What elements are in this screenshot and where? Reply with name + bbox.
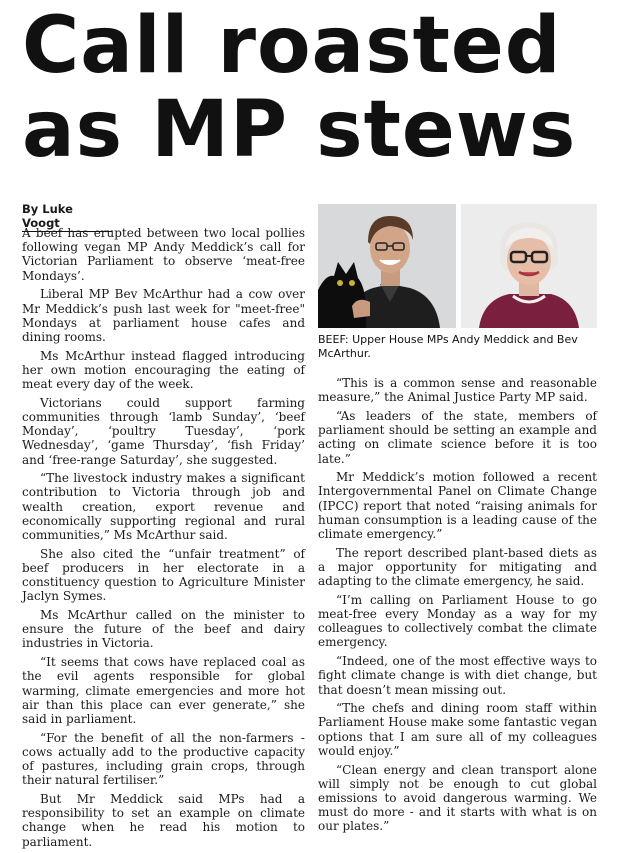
photo-bev-mcarthur <box>461 204 597 328</box>
paragraph: “I’m calling on Parliament House to go meat-free every Monday as a way for my colleagues to collectively combat the climate emergency. <box>318 592 597 650</box>
headline-line-1: Call roasted <box>22 1 562 91</box>
paragraph: Victorians could support farming communities through ‘lamb Sunday’, ‘beef Monday’, ‘poultry Tuesday’, ‘pork Wednesday’, ‘game Thursday’, ‘fish Friday’ and ‘free-range Saturday’, she suggested. <box>22 395 305 467</box>
photo-pair <box>318 204 597 328</box>
paragraph: “For the benefit of all the non-farmers - cows actually add to the productive capacity of pastures, including grain crops, through their natural fertiliser.” <box>22 730 305 788</box>
paragraph: She also cited the “unfair treatment” of beef producers in her electorate in a constituency question to Agriculture Minister Jaclyn Symes. <box>22 546 305 604</box>
paragraph: “It seems that cows have replaced coal as the evil agents responsible for global warming, climate emergencies and more hot air than this place can ever generate,” she said in parliament. <box>22 655 305 726</box>
portrait-man-with-cat-image <box>318 204 456 328</box>
photo-caption: BEEF: Upper House MPs Andy Meddick and Bev McArthur. <box>318 333 578 360</box>
paragraph: Ms McArthur called on the minister to ensure the future of the beef and dairy industries in Victoria. <box>22 608 305 651</box>
paragraph: “As leaders of the state, members of parliament should be setting an example and acting on climate science before it is too late.” <box>318 408 597 466</box>
paragraph: Mr Meddick’s motion followed a recent Intergovernmental Panel on Climate Change (IPCC) report that noted “raising animals for human consumption is a leading cause of the climate emergency.” <box>318 470 597 542</box>
paragraph: “This is a common sense and reasonable measure,” the Animal Justice Party MP said. <box>318 376 597 405</box>
byline: By Luke Voogt <box>22 202 112 232</box>
paragraph: A beef has erupted between two local pollies following vegan MP Andy Meddick’s call for Victorian Parliament to observe ‘meat-free Mondays’. <box>22 226 305 283</box>
article-column-left <box>22 226 305 853</box>
paragraph: “Indeed, one of the most effective ways to fight climate change is with diet change, but that doesn’t mean missing out. <box>318 654 597 697</box>
headline <box>22 1 622 175</box>
paragraph: The report described plant-based diets as a major opportunity for mitigating and adapting to the climate emergency, he said. <box>318 545 597 589</box>
paragraph: Liberal MP Bev McArthur had a cow over Mr Meddick’s push last week for "meet-free" Mondays at parliament house cafes and dining rooms. <box>22 287 305 344</box>
paragraph: “Clean energy and clean transport alone will simply not be enough to cut global emissions to avoid dangerous warming. We must do more - and it starts with what is on our plates.” <box>318 762 597 834</box>
paragraph: Ms McArthur instead flagged introducing her own motion encouraging the eating of meat every day of the week. <box>22 348 305 392</box>
paragraph: “The chefs and dining room staff within Parliament House make some fantastic vegan options that I am sure all of my colleagues would enjoy.” <box>318 701 597 758</box>
paragraph: “The livestock industry makes a significant contribution to Victoria through job and wealth creation, export revenue and economically supporting regional and rural communities,” Ms McArthur said. <box>22 471 305 543</box>
headline-line-2: as MP stews <box>22 85 577 175</box>
photo-andy-meddick <box>318 204 456 328</box>
portrait-woman-image <box>461 204 597 328</box>
paragraph: But Mr Meddick said MPs had a responsibility to set an example on climate change when he read his motion to parliament. <box>22 792 305 849</box>
article-column-right <box>318 376 597 838</box>
